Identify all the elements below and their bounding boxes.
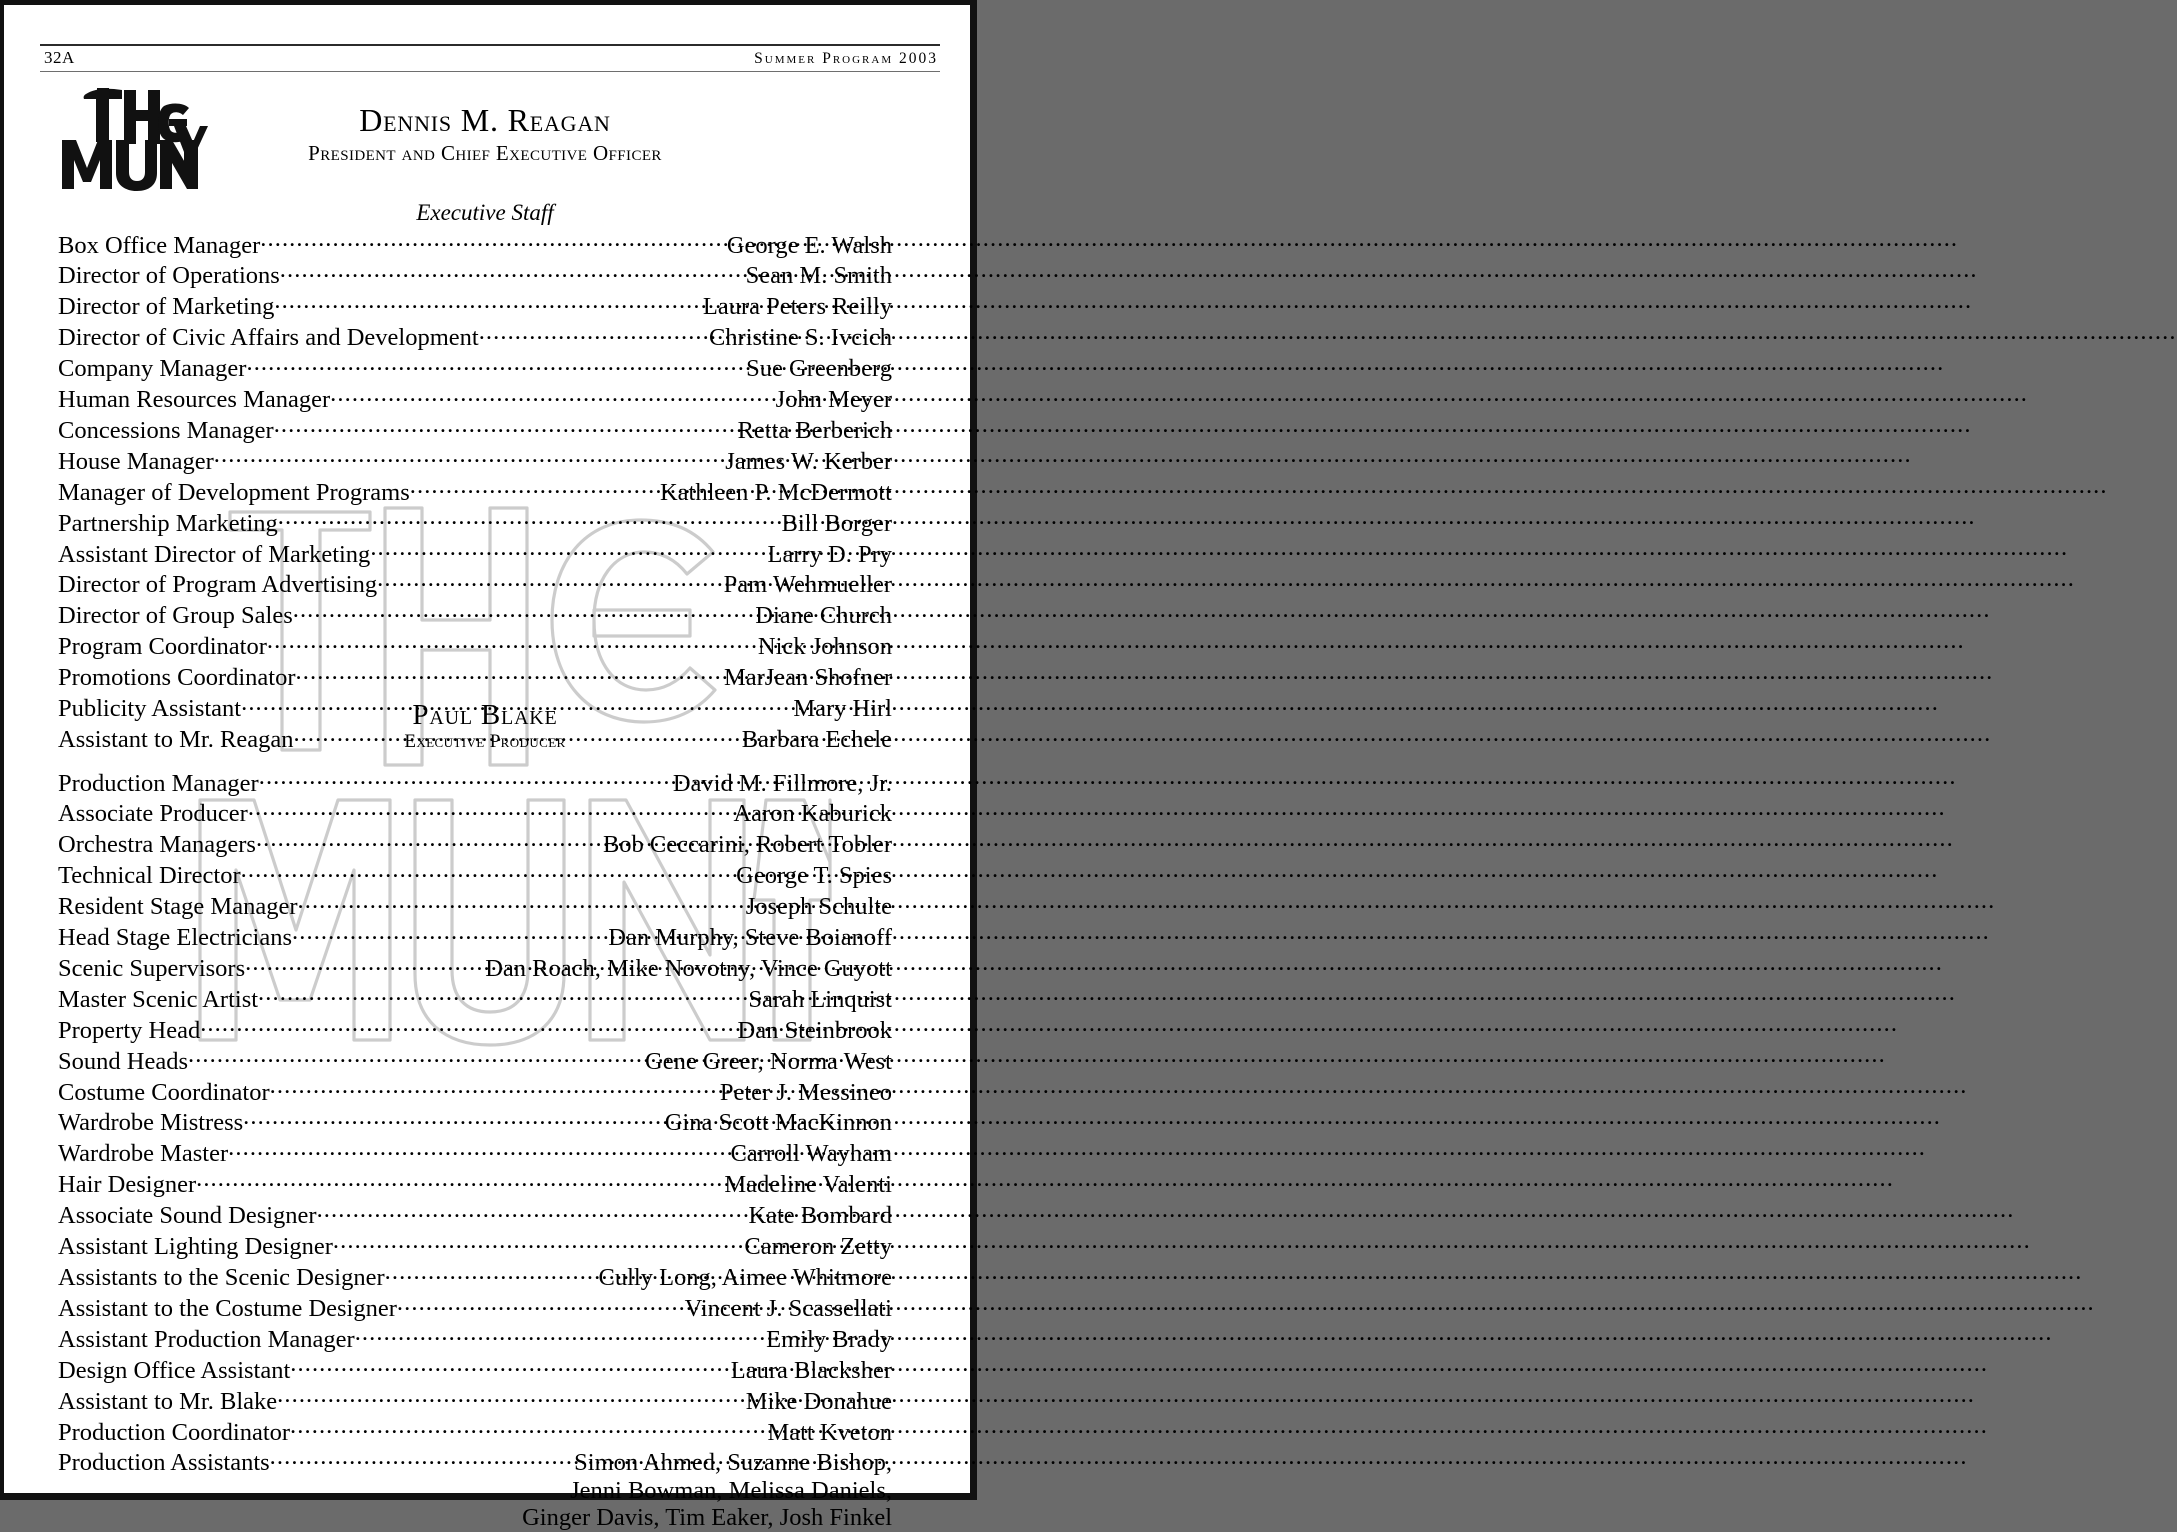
staff-row [58, 228, 892, 259]
staff-role: Property Head [58, 1016, 201, 1044]
dot-leader [317, 1199, 749, 1224]
dot-leader [260, 228, 727, 253]
dot-leader [241, 859, 737, 884]
staff-row [58, 1106, 892, 1137]
dot-leader [259, 766, 673, 791]
dot-leader [256, 828, 603, 853]
staff-row [58, 1230, 892, 1261]
staff-row [58, 921, 892, 952]
staff-role: Concessions Manager [58, 416, 274, 444]
staff-role: House Manager [58, 447, 214, 475]
dot-leader [277, 1384, 746, 1409]
dot-leader [370, 537, 767, 562]
staff-person: Laura Blacksher [730, 1356, 892, 1384]
staff-row [58, 537, 892, 568]
staff-person: Bill Borger [781, 509, 892, 537]
staff-person: Kathleen P. McDermott [659, 478, 892, 506]
staff-person: James W. Kerber [725, 447, 892, 475]
staff-row [58, 599, 892, 630]
dot-leader [270, 1446, 575, 1471]
staff-person: Sean M. Smith [745, 262, 892, 290]
staff-row [58, 766, 892, 797]
staff-row [58, 1384, 892, 1415]
staff-row [58, 982, 892, 1013]
reagan-title: President and Chief Executive Officer [308, 140, 662, 165]
dot-leader [270, 1075, 720, 1100]
staff-row [58, 630, 892, 661]
dot-leader [292, 921, 608, 946]
staff-role: Director of Program Advertising [58, 571, 378, 599]
staff-role: Human Resources Manager [58, 386, 331, 414]
dot-leader [267, 630, 758, 655]
staff-row [58, 352, 892, 383]
dot-leader [290, 1415, 767, 1440]
executive-staff-list [58, 228, 892, 753]
dot-leader [274, 290, 703, 315]
staff-role: Director of Marketing [58, 293, 275, 321]
staff-role: Manager of Development Programs [58, 478, 410, 506]
staff-role: Director of Group Sales [58, 602, 293, 630]
issue-label: Summer Program 2003 [754, 50, 938, 67]
staff-row [58, 1415, 892, 1446]
staff-role: Head Stage Electricians [58, 924, 293, 952]
staff-person: Diane Church [755, 602, 892, 630]
staff-role: Orchestra Managers [58, 831, 256, 859]
staff-row-continuation [58, 1504, 892, 1531]
staff-person: Barbara Echele [741, 726, 892, 753]
staff-person: Dan Steinbrook [737, 1016, 892, 1044]
dot-leader [245, 951, 485, 976]
staff-role: Assistant Lighting Designer [58, 1233, 333, 1261]
dot-leader [397, 1291, 685, 1316]
dot-leader [188, 1044, 645, 1069]
staff-row [58, 1353, 892, 1384]
section-title-executive-staff: Executive Staff [416, 200, 554, 225]
staff-person: Christine S. Ivcich [708, 324, 892, 352]
staff-row [58, 259, 892, 290]
staff-role: Sound Heads [58, 1047, 188, 1075]
staff-person: Retta Berberich [737, 416, 892, 444]
dot-leader [280, 259, 746, 284]
staff-row [58, 1322, 892, 1353]
staff-person: Vincent J. Scassellati [684, 1294, 892, 1322]
staff-person: Cully Long, Aimee Whitmore [598, 1264, 892, 1291]
running-head-rule-bottom [40, 71, 940, 72]
staff-person: Aaron Kaburick [733, 800, 892, 828]
dot-leader [274, 413, 738, 438]
staff-role: Technical Director [58, 862, 241, 890]
staff-person: Gene Greer, Norma West [645, 1047, 892, 1075]
staff-role: Company Manager [58, 355, 247, 383]
staff-row [58, 1137, 892, 1168]
staff-row [58, 1075, 892, 1106]
staff-person: Nick Johnson [757, 633, 892, 661]
staff-role: Program Coordinator [58, 633, 267, 661]
staff-row [58, 951, 892, 982]
staff-person: Larry D. Pry [767, 540, 892, 568]
staff-person: Sarah Linquist [748, 985, 892, 1013]
staff-row [58, 1013, 892, 1044]
dot-leader [355, 1322, 766, 1347]
dot-leader [246, 352, 746, 377]
staff-person: David M. Fillmore, Jr. [672, 769, 892, 797]
staff-row [58, 890, 892, 921]
dot-leader [410, 475, 660, 500]
staff-role: Production Coordinator [58, 1418, 291, 1446]
staff-person: Joseph Schulte [745, 893, 892, 921]
staff-role: Associate Sound Designer [58, 1202, 317, 1230]
staff-role: Wardrobe Master [58, 1140, 229, 1168]
staff-row [58, 1261, 892, 1292]
staff-person: Simon Ahmed, Suzanne Bishop, [574, 1449, 892, 1477]
program-page [0, 0, 977, 1532]
staff-role: Costume Coordinator [58, 1078, 270, 1106]
dot-leader [243, 1106, 665, 1131]
blake-name: Paul Blake [412, 699, 558, 731]
staff-row [58, 475, 892, 506]
dot-leader [479, 321, 709, 346]
dot-leader [258, 982, 748, 1007]
staff-person: Carroll Wayham [730, 1140, 892, 1168]
staff-row [58, 568, 892, 599]
staff-person: Pam Wehmueller [723, 571, 892, 599]
staff-person: Mary Hirl [793, 695, 892, 723]
staff-role: Director of Civic Affairs and Development [58, 324, 479, 352]
staff-role: Resident Stage Manager [58, 893, 298, 921]
staff-row [58, 859, 892, 890]
dot-leader [333, 1230, 744, 1255]
staff-person: Emily Brady [766, 1325, 892, 1353]
dot-leader [200, 1013, 737, 1038]
staff-role: Scenic Supervisors [58, 954, 246, 982]
staff-person: Dan Roach, Mike Novotny, Vince Guyott [485, 954, 892, 982]
dot-leader [330, 383, 776, 408]
staff-row [58, 506, 892, 537]
staff-person: Bob Ceccarini, Robert Tobler [602, 831, 892, 859]
staff-person: George E. Walsh [726, 231, 892, 259]
staff-person: Jenni Bowman, Melissa Daniels, [570, 1476, 892, 1504]
staff-person: Gina Scott MacKinnon [664, 1109, 892, 1137]
staff-person: John Meyer [775, 386, 892, 414]
dot-leader [293, 599, 756, 624]
running-head [40, 44, 940, 74]
staff-person: Madeline Valenti [724, 1171, 892, 1199]
dot-leader [214, 444, 726, 469]
scan-edge-top [0, 0, 970, 5]
staff-row [58, 321, 892, 352]
staff-role: Promotions Coordinator [58, 664, 296, 692]
staff-role: Wardrobe Mistress [58, 1109, 244, 1137]
staff-person: Ginger Davis, Tim Eaker, Josh Finkel [522, 1504, 892, 1532]
staff-role: Assistant to Mr. Blake [58, 1387, 278, 1415]
staff-role: Production Manager [58, 769, 259, 797]
staff-person: MarJean Shofner [723, 664, 892, 692]
staff-row [58, 383, 892, 414]
staff-row [58, 1291, 892, 1322]
staff-person: Matt Kveton [767, 1418, 892, 1446]
staff-role: Assistant to Mr. Reagan [58, 726, 294, 753]
staff-role: Master Scenic Artist [58, 985, 259, 1013]
staff-role: Director of Operations [58, 262, 280, 290]
staff-row [58, 828, 892, 859]
staff-role: Hair Designer [58, 1171, 197, 1199]
staff-row [58, 1199, 892, 1230]
staff-role: Design Office Assistant [58, 1356, 291, 1384]
staff-person: Kate Bombard [748, 1202, 892, 1230]
staff-role: Production Assistants [58, 1449, 270, 1477]
staff-person: George T. Spies [736, 862, 892, 890]
staff-person: Peter J. Messineo [719, 1078, 892, 1106]
staff-row [58, 1446, 892, 1477]
staff-row [58, 413, 892, 444]
staff-person: Cameron Zetty [744, 1233, 892, 1261]
heading-blake [0, 700, 970, 753]
staff-row [58, 1168, 892, 1199]
page-folio: 32A [44, 48, 75, 67]
staff-row [58, 444, 892, 475]
blake-title: Executive Producer [404, 731, 566, 753]
staff-row-continuation [58, 1477, 892, 1504]
staff-person: Dan Murphy, Steve Boianoff [608, 924, 892, 952]
staff-person: Sue Greenberg [746, 355, 892, 383]
dot-leader [228, 1137, 730, 1162]
staff-role: Assistant Production Manager [58, 1325, 355, 1353]
dot-leader [290, 1353, 731, 1378]
staff-row [58, 661, 892, 692]
dot-leader [298, 890, 746, 915]
reagan-name: Dennis M. Reagan [359, 102, 611, 138]
production-staff-list [58, 766, 892, 1532]
staff-person: Laura Peters Reilly [702, 293, 892, 321]
staff-role: Assistant Director of Marketing [58, 540, 371, 568]
dot-leader [278, 506, 782, 531]
staff-row [58, 797, 892, 828]
staff-row [58, 290, 892, 321]
staff-role: Associate Producer [58, 800, 248, 828]
dot-leader [248, 797, 734, 822]
staff-role: Box Office Manager [58, 231, 261, 259]
dot-leader [296, 661, 724, 686]
dot-leader [385, 1261, 599, 1286]
staff-person: Mike Donahue [745, 1387, 892, 1415]
heading-reagan [0, 104, 970, 165]
dot-leader [377, 568, 724, 593]
staff-row [58, 1044, 892, 1075]
staff-role: Assistant to the Costume Designer [58, 1294, 397, 1322]
staff-role: Assistants to the Scenic Designer [58, 1264, 385, 1291]
dot-leader [196, 1168, 724, 1193]
staff-role: Partnership Marketing [58, 509, 278, 537]
staff-role: Publicity Assistant [58, 695, 242, 723]
